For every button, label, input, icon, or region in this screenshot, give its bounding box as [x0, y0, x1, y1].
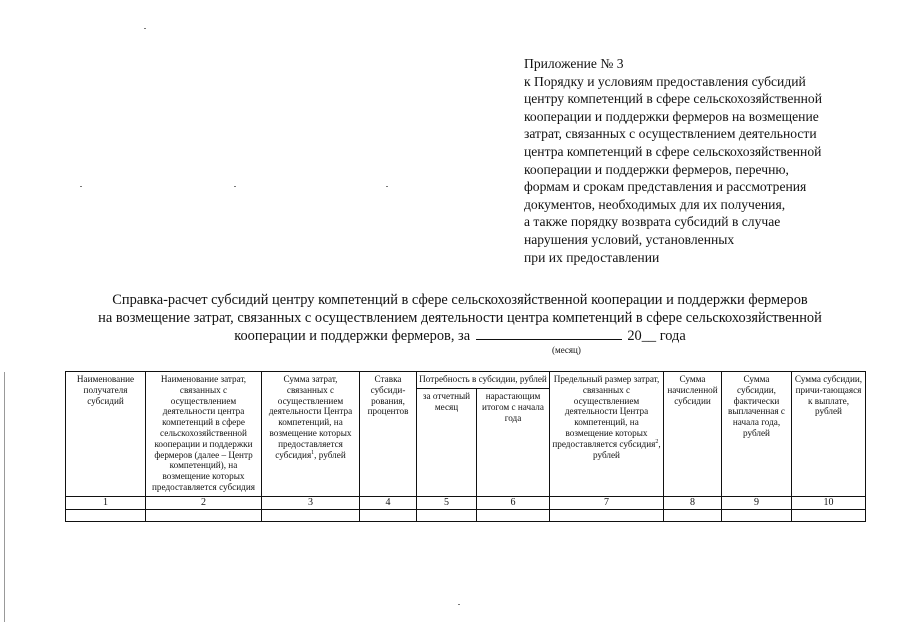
title-line-1: Справка-расчет субсидий центру компетенций в сфере сельскохозяйственной кооперации и поддержки фермеров — [112, 292, 808, 308]
empty-cell[interactable] — [550, 510, 664, 522]
header-expense-sum-text: Сумма затрат, связанных с осуществлением деятельности Центра компетенций, на возмещение которых предоставляется субсидия — [268, 374, 353, 460]
column-number: 4 — [360, 497, 417, 510]
empty-cell[interactable] — [262, 510, 360, 522]
header-expense-name: Наименование затрат, связанных с осуществлением деятельности центра компетенций в сфере сельскохозяйственной кооперации и поддержки фермеров (далее – Центр компетенций), на возмещение которых предоставляется субсидия — [146, 372, 262, 497]
appendix-line: нарушения условий, установленных — [524, 231, 735, 247]
column-number: 5 — [417, 497, 477, 510]
header-subsidy-need: Потребность в субсидии, рублей — [417, 372, 550, 389]
calculation-table — [65, 371, 866, 522]
month-blank-field[interactable] — [476, 327, 622, 340]
column-number: 6 — [477, 497, 550, 510]
empty-cell[interactable] — [722, 510, 792, 522]
empty-cell[interactable] — [477, 510, 550, 522]
appendix-line: кооперации и поддержки фермеров на возмещение — [524, 108, 819, 124]
empty-cell[interactable] — [792, 510, 866, 522]
appendix-line: центра компетенций в сфере сельскохозяйственной — [524, 143, 822, 159]
month-caption: (месяц) — [552, 345, 581, 355]
column-number: 9 — [722, 497, 792, 510]
header-expense-sum-unit: , рублей — [314, 449, 346, 460]
appendix-line: кооперации и поддержки фермеров, перечню, — [524, 161, 789, 177]
header-accrued-subsidy: Сумма начисленной субсидии — [664, 372, 722, 497]
column-number: 10 — [792, 497, 866, 510]
column-number: 1 — [66, 497, 146, 510]
empty-cell[interactable] — [664, 510, 722, 522]
empty-cell[interactable] — [417, 510, 477, 522]
appendix-line: формам и срокам представления и рассмотрения — [524, 179, 807, 195]
header-expense-sum — [262, 372, 360, 497]
header-due-subsidy: Сумма субсидии, причи-тающаяся к выплате, рублей — [792, 372, 866, 497]
appendix-line: документов, необходимых для их получения, — [524, 196, 786, 212]
header-max-expense-unit: , рублей — [593, 438, 661, 460]
title-line-3-text: кооперации и поддержки фермеров, за — [234, 328, 471, 345]
header-paid-subsidy: Сумма субсидии, фактически выплаченная с начала года, рублей — [722, 372, 792, 497]
footnote-mark-2: 2 — [655, 438, 659, 445]
footnote-mark-1: 1 — [311, 449, 315, 456]
header-need-cumulative: нарастающим итогом с начала года — [477, 389, 550, 497]
column-number: 3 — [262, 497, 360, 510]
scan-speck — [386, 186, 388, 187]
empty-cell[interactable] — [66, 510, 146, 522]
column-number: 7 — [550, 497, 664, 510]
scan-speck — [80, 186, 82, 187]
header-recipient-name: Наименование получателя субсидий — [66, 372, 146, 497]
header-subsidy-rate: Ставка субсиди-рования, процентов — [360, 372, 417, 497]
appendix-line: затрат, связанных с осуществлением деятельности — [524, 126, 817, 142]
scan-speck — [234, 186, 236, 187]
appendix-line: а также порядку возврата субсидий в случае — [524, 214, 781, 230]
year-text: 20__ года — [627, 328, 686, 345]
scan-speck — [458, 604, 460, 605]
title-line-2: на возмещение затрат, связанных с осуществлением деятельности центра компетенций в сфере сельскохозяйственной — [98, 309, 822, 326]
title-line-3 — [60, 327, 860, 346]
column-number: 2 — [146, 497, 262, 510]
scan-edge-line — [4, 372, 5, 622]
appendix-line: при их предоставлении — [524, 249, 660, 265]
appendix-title: Приложение № 3 — [524, 56, 624, 71]
appendix-header — [524, 55, 894, 266]
scan-speck — [144, 28, 146, 29]
header-need-month: за отчетный месяц — [417, 389, 477, 497]
appendix-line: к Порядку и условиям предоставления субсидий — [524, 73, 806, 89]
header-max-expense-text: Предельный размер затрат, связанных с осуществлением деятельности Центра компетенций, на возмещение которых предоставляется субсидия — [552, 374, 660, 449]
column-number: 8 — [664, 497, 722, 510]
appendix-line: центру компетенций в сфере сельскохозяйственной — [524, 91, 822, 107]
header-max-expense — [550, 372, 664, 497]
document-title — [60, 292, 860, 346]
empty-cell[interactable] — [360, 510, 417, 522]
empty-cell[interactable] — [146, 510, 262, 522]
